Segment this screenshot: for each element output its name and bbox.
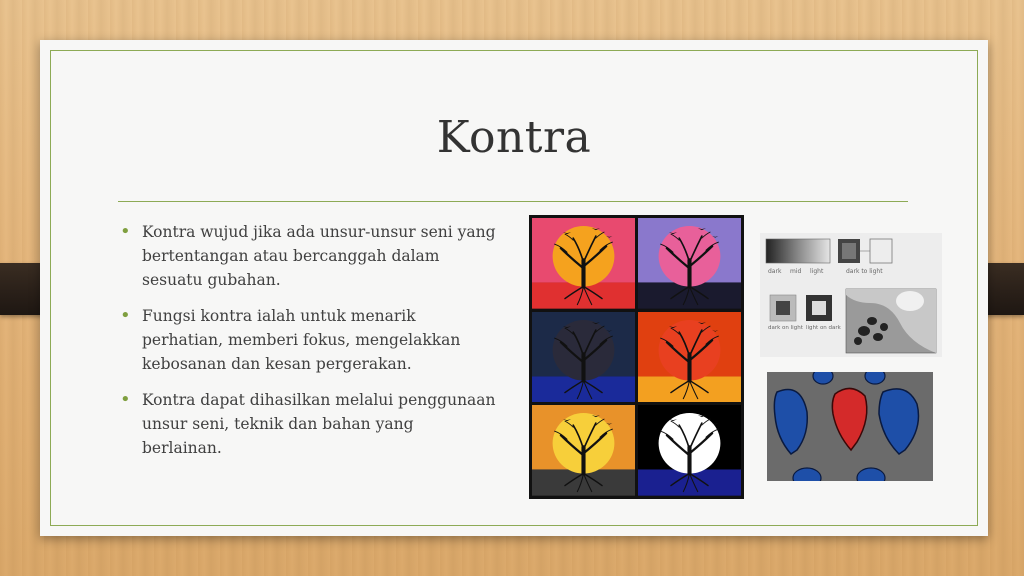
- slide-title: Kontra: [436, 112, 592, 163]
- tree-panel: [532, 312, 635, 403]
- title-divider: [118, 201, 908, 202]
- bullet-icon: •: [120, 221, 131, 242]
- sketch-label: light: [810, 268, 824, 275]
- bullet-item: [116, 220, 496, 292]
- bullet-item: [116, 304, 496, 376]
- balloons-image: [767, 372, 933, 481]
- sketch-label: mid: [790, 268, 802, 275]
- tree-contrast-image: [529, 215, 744, 499]
- bullet-text: Fungsi kontra ialah untuk menarik perhatian, memberi fokus, mengelakkan kebosanan dan kesan pergerakan.: [142, 307, 461, 373]
- value-sketch-image: [760, 233, 942, 357]
- tree-panel: [638, 405, 741, 496]
- bullet-icon: •: [120, 389, 131, 410]
- tree-panel: [532, 218, 635, 309]
- sketch-label: dark to light: [846, 268, 883, 275]
- tree-panel: [638, 218, 741, 309]
- tree-panel: [532, 405, 635, 496]
- sketch-label: dark on light: [768, 325, 803, 331]
- bullet-list: [116, 220, 496, 472]
- slide: [40, 40, 988, 536]
- bullet-text: Kontra wujud jika ada unsur-unsur seni yang bertentangan atau bercanggah dalam sesuatu gubahan.: [142, 223, 496, 289]
- bullet-item: [116, 388, 496, 460]
- bullet-text: Kontra dapat dihasilkan melalui penggunaan unsur seni, teknik dan bahan yang berlainan.: [142, 391, 496, 457]
- bullet-icon: •: [120, 305, 131, 326]
- sketch-label: dark: [768, 268, 782, 275]
- tree-panel: [638, 312, 741, 403]
- sketch-label: light on dark: [806, 325, 841, 331]
